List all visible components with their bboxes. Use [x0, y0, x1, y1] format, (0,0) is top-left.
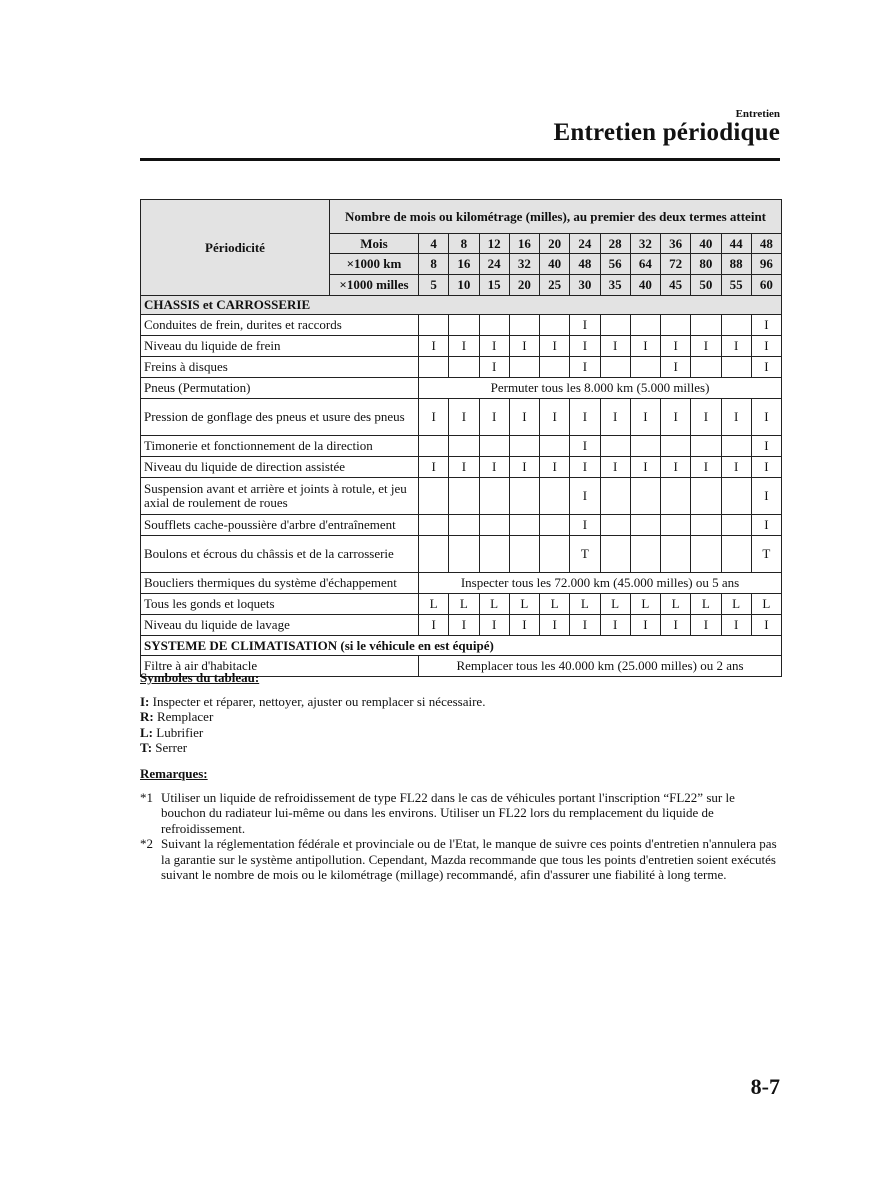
item-label: Niveau du liquide de direction assistée — [141, 457, 419, 478]
schedule-cell: I — [661, 399, 691, 436]
schedule-cell — [479, 436, 509, 457]
schedule-cell — [661, 536, 691, 573]
miles-cell: 55 — [721, 275, 751, 296]
schedule-cell: I — [721, 399, 751, 436]
schedule-cell: I — [721, 615, 751, 636]
schedule-cell — [691, 536, 721, 573]
schedule-cell: I — [751, 315, 781, 336]
mois-label: Mois — [330, 234, 419, 254]
schedule-cell: I — [751, 399, 781, 436]
symbol-item — [140, 725, 780, 741]
schedule-cell — [449, 315, 479, 336]
schedule-cell: I — [479, 336, 509, 357]
schedule-cell: I — [661, 336, 691, 357]
schedule-cell: L — [721, 594, 751, 615]
km-cell: 16 — [449, 254, 479, 275]
table-row — [141, 436, 782, 457]
km-cell: 96 — [751, 254, 781, 275]
schedule-cell — [600, 536, 630, 573]
schedule-cell — [509, 536, 539, 573]
remark-number: *1 — [140, 789, 153, 805]
schedule-cell — [449, 515, 479, 536]
km-cell: 80 — [691, 254, 721, 275]
mois-cell: 48 — [751, 234, 781, 254]
km-cell: 24 — [479, 254, 509, 275]
schedule-cell: L — [691, 594, 721, 615]
table-row — [141, 573, 782, 594]
schedule-cell: I — [751, 515, 781, 536]
schedule-cell — [479, 315, 509, 336]
schedule-cell — [419, 357, 449, 378]
schedule-cell — [691, 357, 721, 378]
schedule-cell — [721, 436, 751, 457]
schedule-cell: I — [570, 436, 600, 457]
schedule-cell: T — [751, 536, 781, 573]
miles-cell: 40 — [630, 275, 660, 296]
km-cell: 56 — [600, 254, 630, 275]
schedule-cell: I — [721, 457, 751, 478]
title-rule — [140, 158, 780, 161]
schedule-cell — [721, 357, 751, 378]
mois-cell: 12 — [479, 234, 509, 254]
schedule-cell — [691, 436, 721, 457]
miles-cell: 35 — [600, 275, 630, 296]
schedule-cell — [419, 536, 449, 573]
schedule-cell: I — [661, 457, 691, 478]
remark-text: Suivant la réglementation fédérale et provinciale ou de l'Etat, le manque de suivre ces points d'entretien n'annulera pas la garantie sur le système antipollution. Cependant, Mazda recommande que tous les points d'entretien soient exécutés suivant le nombre de mois ou le kilométrage (millage) recommandé, afin d'assurer une fiabilité à long terme. — [161, 836, 777, 882]
schedule-cell: I — [479, 615, 509, 636]
table-row — [141, 315, 782, 336]
maintenance-table-body — [141, 200, 782, 677]
miles-cell: 10 — [449, 275, 479, 296]
section-heading-clim: SYSTEME DE CLIMATISATION (si le véhicule en est équipé) — [141, 636, 782, 656]
schedule-cell — [661, 478, 691, 515]
schedule-cell: L — [449, 594, 479, 615]
km-cell: 32 — [509, 254, 539, 275]
item-label: Niveau du liquide de lavage — [141, 615, 419, 636]
table-row — [141, 399, 782, 436]
km-label: ×1000 km — [330, 254, 419, 275]
schedule-cell: I — [721, 336, 751, 357]
schedule-cell — [540, 478, 570, 515]
schedule-cell — [630, 515, 660, 536]
schedule-cell: I — [509, 336, 539, 357]
symbols-block — [140, 670, 780, 756]
schedule-cell: I — [479, 457, 509, 478]
schedule-cell: L — [540, 594, 570, 615]
schedule-cell — [540, 536, 570, 573]
miles-cell: 50 — [691, 275, 721, 296]
schedule-cell: I — [661, 615, 691, 636]
schedule-cell — [540, 315, 570, 336]
item-label: Freins à disques — [141, 357, 419, 378]
schedule-cell: I — [691, 399, 721, 436]
schedule-cell — [600, 315, 630, 336]
schedule-cell — [630, 357, 660, 378]
table-row — [141, 615, 782, 636]
table-row — [141, 336, 782, 357]
schedule-cell: I — [419, 457, 449, 478]
mois-cell: 40 — [691, 234, 721, 254]
schedule-cell: L — [479, 594, 509, 615]
schedule-cell — [600, 436, 630, 457]
item-label: Soufflets cache-poussière d'arbre d'entraînement — [141, 515, 419, 536]
schedule-cell: L — [509, 594, 539, 615]
interval-span-cell: Permuter tous les 8.000 km (5.000 milles) — [419, 378, 782, 399]
schedule-cell: I — [600, 457, 630, 478]
interval-span-cell: Inspecter tous les 72.000 km (45.000 milles) ou 5 ans — [419, 573, 782, 594]
mois-cell: 36 — [661, 234, 691, 254]
schedule-cell — [509, 315, 539, 336]
schedule-cell — [509, 436, 539, 457]
section-heading-chassis: CHASSIS et CARROSSERIE — [141, 296, 782, 315]
schedule-cell: I — [751, 457, 781, 478]
miles-cell: 45 — [661, 275, 691, 296]
schedule-cell: I — [691, 615, 721, 636]
section-label: Entretien — [735, 108, 780, 120]
schedule-cell — [630, 478, 660, 515]
symbol-item — [140, 694, 780, 710]
mois-cell: 4 — [419, 234, 449, 254]
schedule-cell: I — [751, 336, 781, 357]
item-label: Filtre à air d'habitacle — [141, 656, 419, 677]
schedule-cell: L — [600, 594, 630, 615]
symbol-text: Serrer — [152, 740, 188, 755]
schedule-cell: I — [449, 399, 479, 436]
section-row-chassis — [141, 296, 782, 315]
schedule-cell — [479, 478, 509, 515]
item-label: Boucliers thermiques du système d'échappement — [141, 573, 419, 594]
schedule-cell: I — [449, 457, 479, 478]
schedule-cell: I — [600, 615, 630, 636]
remark-item — [140, 790, 780, 837]
schedule-cell — [630, 536, 660, 573]
schedule-cell — [661, 436, 691, 457]
schedule-cell: I — [661, 357, 691, 378]
table-row — [141, 515, 782, 536]
schedule-cell — [419, 478, 449, 515]
item-label: Conduites de frein, durites et raccords — [141, 315, 419, 336]
schedule-cell — [600, 478, 630, 515]
table-row — [141, 478, 782, 515]
symbol-text: Remplacer — [153, 709, 214, 724]
item-label: Boulons et écrous du châssis et de la carrosserie — [141, 536, 419, 573]
schedule-cell: I — [570, 515, 600, 536]
schedule-cell — [630, 315, 660, 336]
symbols-heading: Symboles du tableau: — [140, 670, 260, 685]
remark-number: *2 — [140, 836, 153, 851]
schedule-cell: I — [540, 615, 570, 636]
schedule-cell: L — [751, 594, 781, 615]
km-cell: 64 — [630, 254, 660, 275]
mois-cell: 20 — [540, 234, 570, 254]
item-label: Niveau du liquide de frein — [141, 336, 419, 357]
miles-label: ×1000 milles — [330, 275, 419, 296]
schedule-cell: I — [419, 336, 449, 357]
item-label: Pneus (Permutation) — [141, 378, 419, 399]
symbol-key: T: — [140, 740, 153, 755]
maintenance-table — [140, 199, 782, 677]
schedule-cell: I — [479, 357, 509, 378]
symbol-text: Inspecter et réparer, nettoyer, ajuster ou remplacer si nécessaire. — [149, 693, 486, 709]
schedule-cell — [691, 515, 721, 536]
symbol-item — [140, 740, 780, 756]
item-label: Timonerie et fonctionnement de la direction — [141, 436, 419, 457]
schedule-cell: I — [570, 615, 600, 636]
schedule-cell: I — [691, 336, 721, 357]
schedule-cell — [630, 436, 660, 457]
schedule-cell: L — [419, 594, 449, 615]
mois-cell: 16 — [509, 234, 539, 254]
schedule-cell: I — [570, 315, 600, 336]
miles-cell: 15 — [479, 275, 509, 296]
schedule-cell: I — [540, 336, 570, 357]
schedule-cell: I — [691, 457, 721, 478]
schedule-cell: I — [570, 336, 600, 357]
schedule-cell — [509, 357, 539, 378]
schedule-cell — [721, 478, 751, 515]
km-cell: 88 — [721, 254, 751, 275]
miles-cell: 20 — [509, 275, 539, 296]
miles-cell: 25 — [540, 275, 570, 296]
schedule-cell: I — [419, 399, 449, 436]
schedule-cell: I — [419, 615, 449, 636]
schedule-cell: T — [570, 536, 600, 573]
table-row — [141, 378, 782, 399]
schedule-cell — [479, 536, 509, 573]
item-label: Tous les gonds et loquets — [141, 594, 419, 615]
schedule-cell: I — [540, 457, 570, 478]
miles-cell: 60 — [751, 275, 781, 296]
schedule-cell: I — [630, 336, 660, 357]
schedule-cell: I — [570, 399, 600, 436]
mois-cell: 44 — [721, 234, 751, 254]
symbol-item — [140, 709, 780, 725]
schedule-cell — [661, 515, 691, 536]
remarks-heading: Remarques: — [140, 766, 208, 781]
miles-cell: 30 — [570, 275, 600, 296]
schedule-cell: I — [751, 357, 781, 378]
schedule-cell: I — [449, 615, 479, 636]
schedule-cell — [600, 515, 630, 536]
schedule-cell — [540, 515, 570, 536]
schedule-cell: I — [509, 457, 539, 478]
remarks-block — [140, 766, 780, 883]
schedule-cell — [540, 357, 570, 378]
schedule-cell — [721, 536, 751, 573]
schedule-cell — [509, 478, 539, 515]
km-cell: 72 — [661, 254, 691, 275]
schedule-cell — [479, 515, 509, 536]
schedule-cell — [540, 436, 570, 457]
schedule-cell — [449, 478, 479, 515]
schedule-cell — [661, 315, 691, 336]
page-title: Entretien périodique — [553, 119, 780, 146]
schedule-cell: I — [570, 357, 600, 378]
table-row — [141, 594, 782, 615]
remark-item — [140, 836, 780, 883]
item-label: Pression de gonflage des pneus et usure des pneus — [141, 399, 419, 436]
miles-cell: 5 — [419, 275, 449, 296]
schedule-cell — [449, 357, 479, 378]
schedule-cell: L — [570, 594, 600, 615]
schedule-cell: I — [751, 615, 781, 636]
periodicite-header: Périodicité — [141, 200, 330, 296]
page-number: 8-7 — [750, 1074, 780, 1099]
schedule-cell: I — [509, 615, 539, 636]
schedule-cell: I — [630, 399, 660, 436]
schedule-cell — [721, 315, 751, 336]
symbol-text: Lubrifier — [153, 724, 204, 740]
remark-text: Utiliser un liquide de refroidissement de type FL22 dans le cas de véhicules portant l'inscription “FL22” sur le bouchon du radiateur lui-même ou dans les environs. Utiliser un FL22 lors du remplacement du liquide de refroidissement. — [161, 789, 735, 836]
schedule-cell: L — [661, 594, 691, 615]
schedule-cell — [600, 357, 630, 378]
mois-cell: 28 — [600, 234, 630, 254]
schedule-cell: I — [509, 399, 539, 436]
schedule-cell: I — [630, 457, 660, 478]
interval-header: Nombre de mois ou kilométrage (milles), au premier des deux termes atteint — [330, 200, 782, 234]
schedule-cell: L — [630, 594, 660, 615]
schedule-cell: I — [449, 336, 479, 357]
schedule-cell: I — [540, 399, 570, 436]
symbol-key: I: — [140, 693, 150, 709]
schedule-cell: I — [570, 457, 600, 478]
schedule-cell — [691, 315, 721, 336]
schedule-cell: I — [600, 399, 630, 436]
km-cell: 8 — [419, 254, 449, 275]
mois-cell: 8 — [449, 234, 479, 254]
symbol-key: L: — [140, 724, 153, 740]
schedule-cell: I — [600, 336, 630, 357]
mois-cell: 24 — [570, 234, 600, 254]
schedule-cell — [419, 436, 449, 457]
table-row — [141, 536, 782, 573]
table-row — [141, 457, 782, 478]
schedule-cell: I — [630, 615, 660, 636]
table-header-row — [141, 200, 782, 234]
km-cell: 40 — [540, 254, 570, 275]
schedule-cell — [419, 315, 449, 336]
schedule-cell — [419, 515, 449, 536]
table-row — [141, 357, 782, 378]
schedule-cell — [721, 515, 751, 536]
item-label: Suspension avant et arrière et joints à rotule, et jeu axial de roulement de roues — [141, 478, 419, 515]
interval-span-cell: Remplacer tous les 40.000 km (25.000 milles) ou 2 ans — [419, 656, 782, 677]
schedule-cell: I — [751, 436, 781, 457]
schedule-cell: I — [570, 478, 600, 515]
schedule-cell — [449, 536, 479, 573]
schedule-cell — [691, 478, 721, 515]
schedule-cell: I — [479, 399, 509, 436]
schedule-cell — [449, 436, 479, 457]
schedule-cell — [509, 515, 539, 536]
km-cell: 48 — [570, 254, 600, 275]
mois-cell: 32 — [630, 234, 660, 254]
section-row-clim — [141, 636, 782, 656]
schedule-cell: I — [751, 478, 781, 515]
symbol-key: R: — [140, 709, 154, 724]
